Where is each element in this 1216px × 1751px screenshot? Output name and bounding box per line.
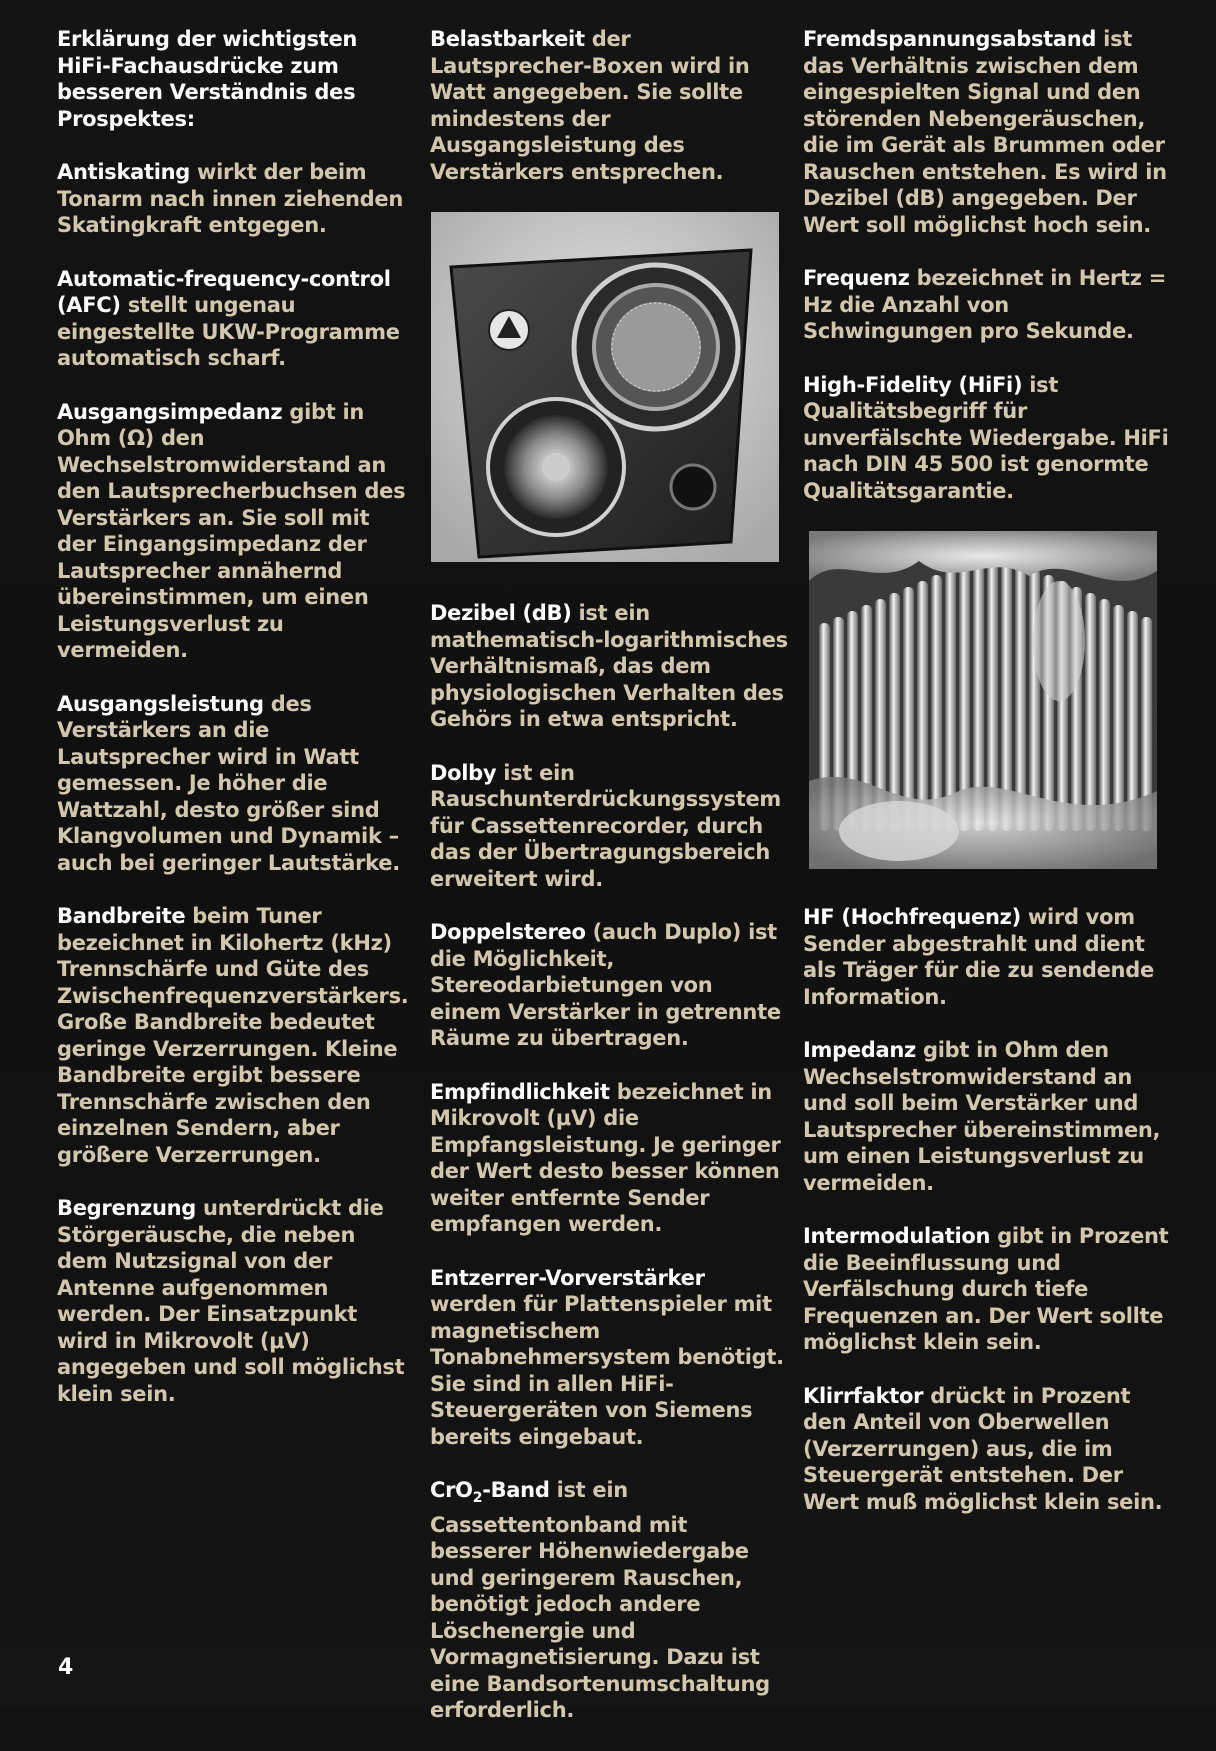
entry-term: Fremdspannungsabstand (803, 27, 1097, 51)
entry-description: gibt in Ohm den Wechselstromwiderstand an und soll beim Verstärker und Lautsprecher übereinstimmen, um einen Leistungsverlust zu vermeiden. (803, 1038, 1161, 1195)
entry-term: Doppelstereo (430, 920, 586, 944)
organ-photo (809, 531, 1157, 869)
entry-description: gibt in Prozent die Beeinflussung und Verfälschung durch tiefe Frequenzen an. Der Wert sollte möglichst klein sein. (803, 1224, 1169, 1354)
page-number: 4 (58, 1655, 74, 1680)
entry-description: ist das Verhältnis zwischen dem eingespielten Signal und den störenden Nebengeräuschen, die im Gerät als Brummen oder Rauschen entstehen. Es wird in Dezibel (dB) angegeben. Der Wert soll möglichst hoch sein. (803, 27, 1167, 237)
entry-term: Empfindlichkeit (430, 1079, 610, 1104)
entry-term: Belastbarkeit (430, 27, 585, 51)
entry-term: Begrenzung (57, 1196, 196, 1220)
entry-term: Ausgangsimpedanz (57, 399, 283, 424)
entry-description: gibt in Ohm (Ω) den Wechselstromwiderstand an den Lautsprecherbuchsen des Verstärkers an. Sie soll mit der Eingangsimpedanz der Lautsprecher annähernd übereinstimmen, um einen Leistungsverlust zu vermeiden. (57, 399, 406, 662)
glossary-entry (57, 691, 412, 877)
entry-term: Entzerrer-Vorverstärker (430, 1265, 705, 1290)
entry-term: HF (Hochfrequenz) (803, 905, 1021, 929)
glossary-entry (803, 265, 1173, 345)
glossary-entry (57, 266, 412, 372)
entry-term: Impedanz (803, 1038, 916, 1062)
entry-description: ist ein Cassettentonband mit besserer Höhenwiedergabe und geringerem Rauschen, benötigt jedoch andere Löschenergie und Vormagnetisierung. Dazu ist eine Bandsortenumschaltung erforderlich. (430, 1478, 770, 1723)
entry-description: bezeichnet in Hertz = Hz die Anzahl von Schwingungen pro Sekunde. (803, 266, 1167, 343)
entry-cro2-band (430, 1477, 790, 1724)
glossary-entry (803, 372, 1173, 505)
intro-heading: Erklärung der wichtigsten HiFi-Fachausdrücke zum besseren Verständnis des Prospektes: (57, 27, 358, 131)
glossary-entry (803, 1223, 1173, 1356)
entry-description: beim Tuner bezeichnet in Kilohertz (kHz) Trennschärfe und Güte des Zwischenfrequenzverstärkers. Große Bandbreite bedeutet geringe Verzerrungen. Kleine Bandbreite ergibt bessere Trennschärfe zwischen den einzelnen Sendern, aber größere Verzerrungen. (57, 904, 409, 1167)
entry-term: Bandbreite (57, 904, 186, 928)
glossary-entry (57, 399, 412, 664)
entry-description: wird vom Sender abgestrahlt und dient als Träger für die zu sendende Information. (803, 905, 1154, 1009)
entry-description: drückt in Prozent den Anteil von Oberwellen (Verzerrungen) aus, die im Steuergerät entstehen. Der Wert muß möglichst klein sein. (803, 1383, 1163, 1514)
glossary-entry (430, 600, 790, 733)
entry-description: ist Qualitätsbegriff für unverfälschte Wiedergabe. HiFi nach DIN 45 500 ist genormte Qualitätsgarantie. (803, 372, 1169, 503)
glossary-entry (803, 26, 1173, 238)
entry-term: Automatic-frequency-control (AFC) (57, 266, 391, 317)
entry-term: Klirrfaktor (803, 1383, 924, 1408)
entry-term: Antiskating (57, 160, 190, 184)
entry-description: wirkt der beim Tonarm nach innen ziehenden Skatingkraft entgegen. (57, 160, 403, 237)
glossary-entry (803, 904, 1173, 1010)
entry-term: Dezibel (dB) (430, 601, 572, 625)
entry-description: werden für Plattenspieler mit magnetischem Tonabnehmersystem benötigt. Sie sind in allen HiFi-Steuergeräten von Siemens bereits eingebaut. (430, 1292, 784, 1449)
glossary-entry (430, 1265, 790, 1451)
entry-term: Dolby (430, 760, 497, 785)
glossary-entry (430, 760, 790, 893)
speaker-photo (431, 212, 779, 562)
entry-description: ist ein mathematisch-logarithmisches Verhältnismaß, das dem physiologischen Verhalten des Gehörs in etwa entspricht. (430, 601, 788, 731)
entry-description: des Verstärkers an die Lautsprecher wird in Watt gemessen. Je höher die Wattzahl, desto größer sind Klangvolumen und Dynamik – auch bei geringer Lautstärke. (57, 691, 400, 875)
glossary-entry (430, 919, 790, 1052)
column-2 (430, 26, 790, 1751)
glossary-entry (803, 1037, 1173, 1196)
entry-description: stellt ungenau eingestellte UKW-Programme automatisch scharf. (57, 293, 400, 370)
entry-term: Intermodulation (803, 1224, 991, 1248)
entry-description: unterdrückt die Störgeräusche, die neben dem Nutzsignal von der Antenne aufgenommen werden. Der Einsatzpunkt wird in Mikrovolt (μV) angegeben und soll möglichst klein sein. (57, 1196, 405, 1406)
entry-description: (auch Duplo) ist die Möglichkeit, Stereodarbietungen von einem Verstärker in getrennte Räume zu übertragen. (430, 920, 781, 1050)
glossary-entry (57, 159, 412, 239)
entry-description: der Lautsprecher-Boxen wird in Watt angegeben. Sie sollte mindestens der Ausgangsleistung des Verstärkers entsprechen. (430, 27, 750, 184)
entry-term: High-Fidelity (HiFi) (803, 372, 1023, 397)
glossary-entry (57, 1195, 412, 1407)
column-1 (57, 26, 412, 1434)
entry-description: bezeichnet in Mikrovolt (μV) die Empfangsleistung. Je geringer der Wert desto besser können weiter entfernte Sender empfangen werden. (430, 1079, 781, 1236)
entry-term: Ausgangsleistung (57, 691, 264, 716)
glossary-entry (57, 903, 412, 1168)
entry-term: CrO$_2$-Band (430, 1478, 550, 1507)
entry-term: Frequenz (803, 266, 910, 290)
glossary-entry (430, 26, 790, 185)
glossary-entry (430, 1079, 790, 1238)
glossary-entry (803, 1383, 1173, 1516)
column-3 (803, 26, 1173, 1542)
entry-description: ist ein Rauschunterdrückungssystem für Cassettenrecorder, durch das der Übertragungsbereich erweitert wird. (430, 760, 781, 891)
